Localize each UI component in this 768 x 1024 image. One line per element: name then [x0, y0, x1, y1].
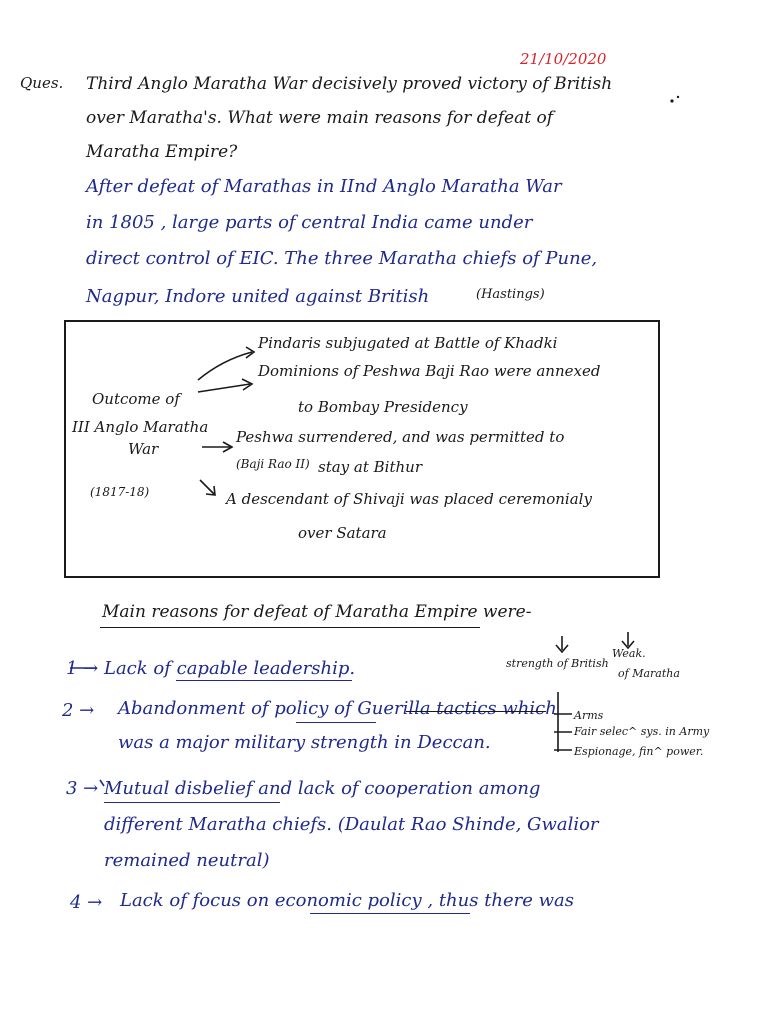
- answer-line-3: direct control of EIC. The three Maratha chiefs of Pune,: [86, 248, 598, 269]
- baji-rao-note: (Baji Rao II): [236, 457, 310, 471]
- outcome-item-3: to Bombay Presidency: [298, 398, 468, 416]
- outcome-item-4: Peshwa surrendered, and was permitted to: [236, 428, 565, 446]
- outcome-item-2: Dominions of Peshwa Baji Rao were annexed: [258, 362, 601, 380]
- reason-3-number: 3 →: [66, 778, 99, 799]
- outcome-item-1: Pindaris subjugated at Battle of Khadki: [258, 334, 558, 352]
- question-line-2: over Maratha's. What were main reasons for defeat of: [86, 108, 554, 128]
- answer-line-4: Nagpur, Indore united against British: [86, 286, 430, 307]
- outcome-label-3: War: [128, 440, 159, 458]
- outcome-item-7: over Satara: [298, 524, 387, 542]
- reason-3-text-cont-2: remained neutral): [104, 850, 270, 871]
- stray-dot-2: [677, 96, 679, 98]
- reason-2-number: 2 →: [62, 700, 95, 721]
- arrow-dominions: [198, 384, 250, 392]
- question-label: Ques.: [20, 74, 64, 92]
- weakness-note-1: Weak.: [612, 647, 646, 660]
- outcome-label-2: III Anglo Maratha: [72, 418, 209, 436]
- reason-1-number: 1 →: [66, 658, 99, 679]
- outcome-label-1: Outcome of: [92, 390, 180, 408]
- reason-3-text-cont-1: different Maratha chiefs. (Daulat Rao Shinde, Gwalior: [104, 814, 599, 835]
- stray-dot-1: [670, 99, 673, 102]
- reason-4-number: 4 →: [70, 892, 103, 913]
- question-line-1: Third Anglo Maratha War decisively proved victory of British: [86, 74, 613, 94]
- arrow-pindaris: [198, 352, 252, 380]
- outcome-years: (1817-18): [90, 485, 150, 499]
- reason-4-text: Lack of focus on economic policy , thus there was: [120, 890, 575, 911]
- reasons-heading: Main reasons for defeat of Maratha Empire were-: [102, 602, 532, 622]
- question-line-3: Maratha Empire?: [86, 142, 238, 162]
- reason-2-text: Abandonment of policy of Guerilla tactics which: [118, 698, 557, 719]
- hastings-note: (Hastings): [476, 287, 545, 302]
- reason-2-text-cont: was a major military strength in Deccan.: [118, 732, 491, 753]
- reason-1-text: Lack of capable leadership.: [104, 658, 356, 679]
- sub-item-espionage: Espionage, fin^ power.: [574, 745, 704, 758]
- reason-3-text: Mutual disbelief and lack of cooperation among: [104, 778, 541, 799]
- answer-line-2: in 1805 , large parts of central India came under: [86, 212, 533, 233]
- arrow-shivaji: [200, 480, 214, 494]
- weakness-note-2: of Maratha: [618, 667, 680, 680]
- outcome-item-5: stay at Bithur: [318, 458, 422, 476]
- sub-item-army: Fair selec^ sys. in Army: [574, 725, 710, 738]
- sub-item-arms: Arms: [574, 709, 604, 722]
- date-text: 21/10/2020: [520, 50, 607, 68]
- strength-note: strength of British: [506, 657, 609, 670]
- outcome-item-6: A descendant of Shivaji was placed ceremonialy: [226, 490, 592, 508]
- answer-line-1: After defeat of Marathas in IInd Anglo Maratha War: [86, 176, 562, 197]
- reason-3-arrow-mark: [100, 780, 104, 786]
